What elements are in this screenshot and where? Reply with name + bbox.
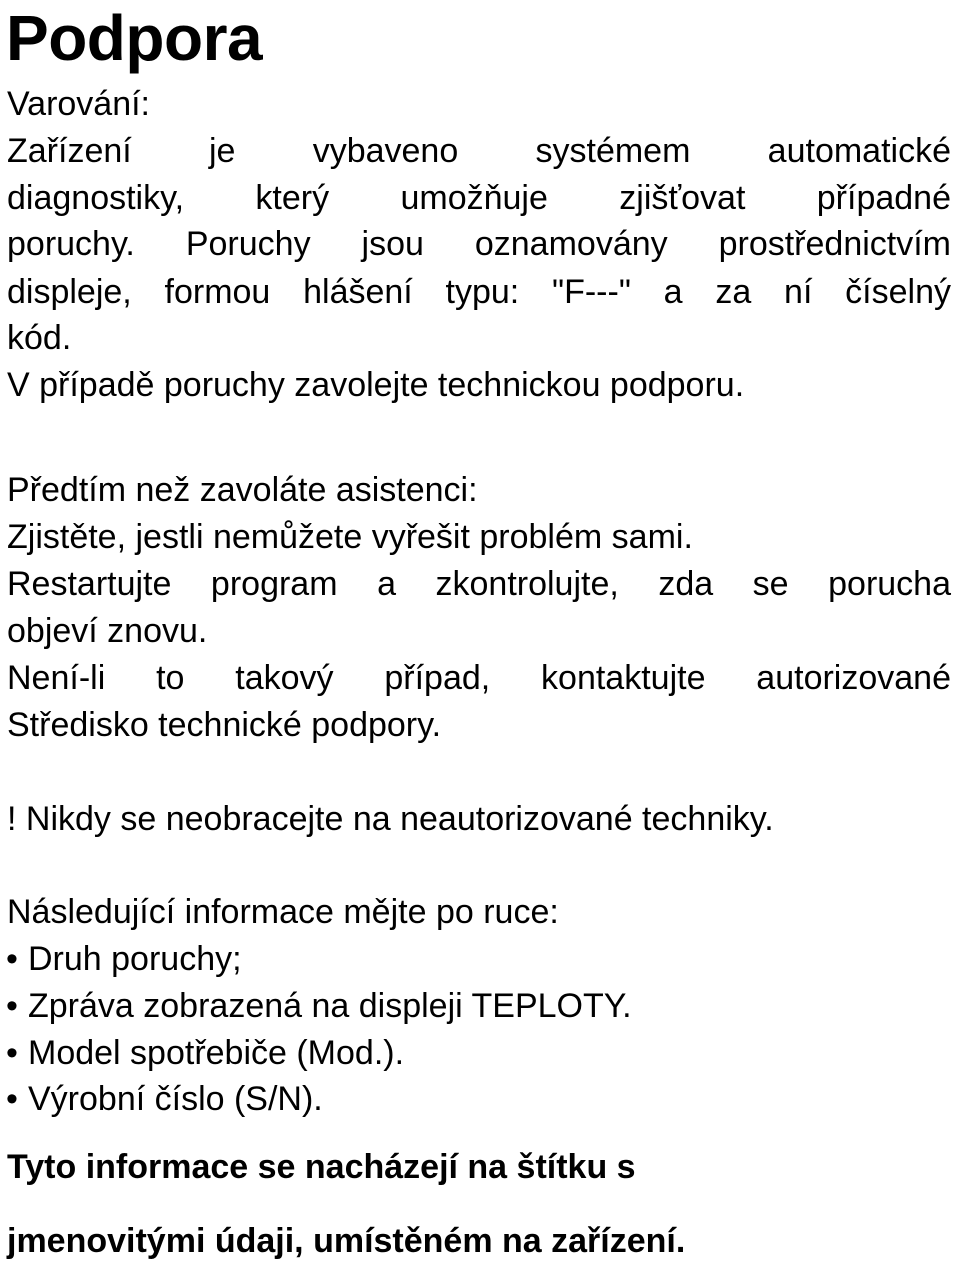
footer-line-2: jmenovitými údaji, umístěném na zařízení.: [7, 1222, 686, 1260]
warning-line-5: kód.: [7, 319, 72, 357]
bullet-icon: •: [6, 1034, 18, 1072]
check-yourself-text: Zjistěte, jestli nemůžete vyřešit problém sami.: [7, 518, 693, 556]
warning-line-4: displeje, formou hlášení typu: "F---" a za ní číselný: [7, 273, 951, 311]
list-item-text: Druh poruchy;: [28, 940, 242, 978]
call-support-text: V případě poruchy zavolejte technickou podporu.: [7, 366, 745, 404]
never-warning-text: ! Nikdy se neobracejte na neautorizované techniky.: [7, 800, 774, 838]
info-heading: Následující informace mějte po ruce:: [7, 893, 559, 931]
bullet-icon: •: [6, 940, 18, 978]
warning-line-2: diagnostiky, který umožňuje zjišťovat případné: [7, 179, 951, 217]
list-item-text: Výrobní číslo (S/N).: [28, 1080, 323, 1118]
bullet-icon: •: [6, 987, 18, 1025]
list-item: [6, 982, 632, 1030]
restart-line-2: objeví znovu.: [7, 612, 208, 650]
warning-heading: Varování:: [7, 85, 151, 123]
footer-line-1: Tyto informace se nacházejí na štítku s: [7, 1148, 636, 1186]
before-calling-heading: Předtím než zavoláte asistenci:: [7, 471, 478, 509]
warning-line-1: Zařízení je vybaveno systémem automatické: [7, 132, 951, 170]
contact-line-2: Středisko technické podpory.: [7, 706, 442, 744]
warning-line-3: poruchy. Poruchy jsou oznamovány prostřednictvím: [7, 225, 951, 263]
list-item-text: Model spotřebiče (Mod.).: [28, 1034, 405, 1072]
list-item: [6, 1029, 404, 1077]
restart-line-1: Restartujte program a zkontrolujte, zda se porucha: [7, 565, 951, 603]
list-item-text: Zpráva zobrazená na displeji TEPLOTY.: [28, 987, 632, 1025]
list-item: [6, 935, 242, 983]
contact-line-1: Není-li to takový případ, kontaktujte autorizované: [7, 659, 951, 697]
bullet-icon: •: [6, 1080, 18, 1118]
page-title: Podpora: [6, 2, 263, 74]
list-item: [6, 1075, 323, 1123]
